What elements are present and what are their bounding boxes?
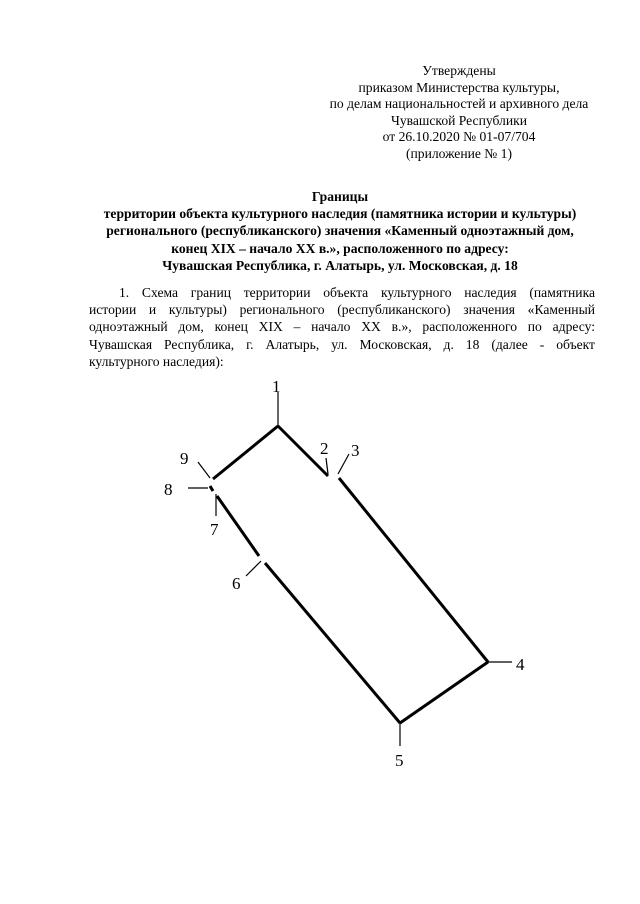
point-label-8: 8 [164, 480, 173, 499]
point-label-7: 7 [210, 520, 219, 539]
heading-line: Чувашская Республика, г. Алатырь, ул. Московская, д. 18 [162, 257, 518, 273]
heading-line: территории объекта культурного наследия (памятника истории и культуры) [103, 206, 577, 222]
paragraph-line: культурного наследия): [89, 353, 224, 369]
approval-line: по делам национальностей и архивного дела [329, 96, 589, 112]
paragraph-1 [89, 284, 595, 370]
boundary-segment-5-6 [265, 563, 400, 723]
boundary-segment-1-9 [213, 426, 278, 479]
heading-line: Границы [311, 189, 369, 204]
approval-block [300, 63, 618, 163]
approval-line: от 26.10.2020 № 01-07/704 [382, 129, 536, 145]
point-label-9: 9 [180, 449, 189, 468]
boundary-segment-8 [210, 486, 213, 491]
heading-line: регионального (республиканского) значения «Каменный одноэтажный дом, [106, 223, 574, 239]
boundary-scheme [150, 370, 550, 780]
leader-line-9 [198, 462, 210, 478]
approval-line: приказом Министерства культуры, [358, 79, 560, 95]
leader-line-6 [246, 561, 261, 576]
document-heading [60, 188, 620, 274]
heading-line: конец XIX – начало XX в.», расположенного по адресу: [171, 240, 509, 256]
paragraph-line: истории и культуры) регионального (республиканского) значения «Каменный [89, 302, 595, 318]
approval-line: (приложение № 1) [405, 145, 513, 161]
paragraph-line: Чувашская Республика, г. Алатырь, ул. Московская, д. 18 (далее - объект [89, 336, 595, 352]
point-label-2: 2 [320, 439, 329, 458]
approval-line: Утверждены [422, 63, 496, 78]
leader-line-3 [338, 454, 349, 474]
boundary-segment-3-4 [339, 478, 488, 662]
point-label-5: 5 [395, 751, 404, 770]
paragraph-line: 1. Схема границ территории объекта культурного наследия (памятника [119, 285, 595, 300]
point-label-4: 4 [516, 655, 525, 674]
paragraph-line: одноэтажный дом, конец XIX – начало XX в.», расположенного по адресу: [89, 319, 595, 335]
boundary-segment-6-7 [217, 496, 259, 556]
approval-line: Чувашской Республики [391, 112, 527, 128]
point-label-1: 1 [272, 377, 281, 396]
point-label-3: 3 [351, 441, 360, 460]
leader-line-2 [326, 458, 328, 474]
boundary-segment-4-5 [400, 662, 488, 723]
point-label-6: 6 [232, 574, 241, 593]
boundary-diagram [150, 370, 550, 780]
